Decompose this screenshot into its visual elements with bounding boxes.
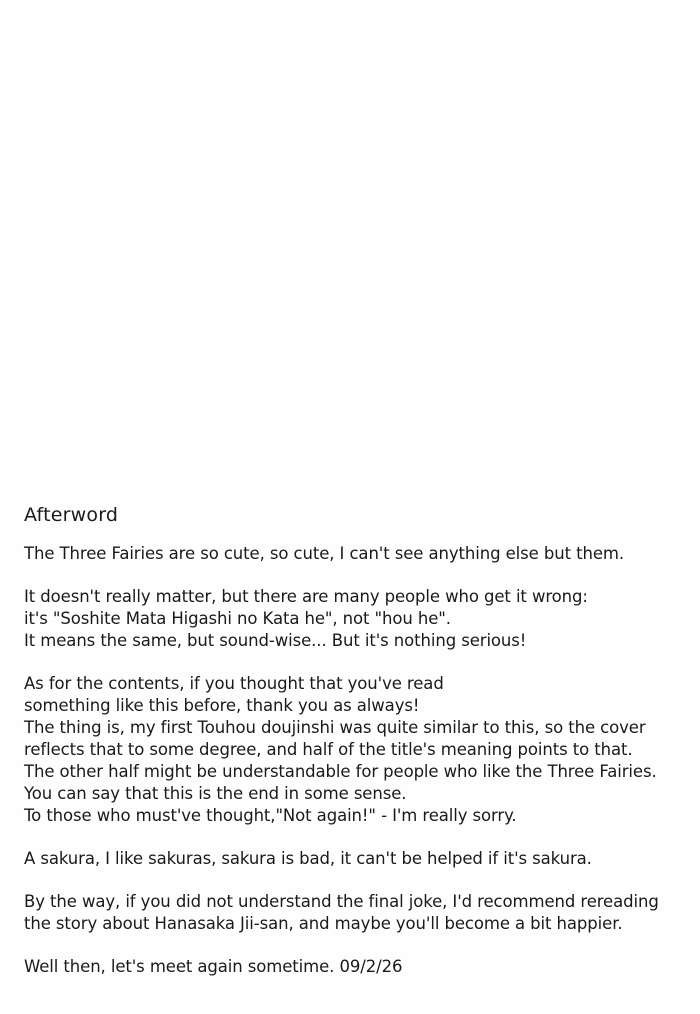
- paragraph-4: [24, 848, 684, 870]
- text-line: the story about Hanasaka Jii-san, and maybe you'll become a bit happier.: [24, 914, 623, 933]
- text-line: The other half might be understandable for people who like the Three Fairies.: [24, 762, 657, 781]
- text-line: As for the contents, if you thought that you've read: [24, 674, 444, 693]
- afterword-title: Afterword: [24, 504, 119, 526]
- text-line: A sakura, I like sakuras, sakura is bad, it can't be helped if it's sakura.: [24, 849, 592, 868]
- text-line: It means the same, but sound-wise... But it's nothing serious!: [24, 631, 527, 650]
- text-line: reflects that to some degree, and half of the title's meaning points to that.: [24, 740, 633, 759]
- text-line: something like this before, thank you as always!: [24, 696, 420, 715]
- paragraph-1: [24, 543, 684, 565]
- paragraph-6: [24, 956, 684, 978]
- text-line: To those who must've thought,"Not again!" - I'm really sorry.: [24, 806, 517, 825]
- paragraph-5: [24, 891, 684, 935]
- paragraph-3: [24, 673, 684, 827]
- text-line: Well then, let's meet again sometime. 09/2/26: [24, 957, 403, 976]
- text-line: The Three Fairies are so cute, so cute, I can't see anything else but them.: [24, 544, 624, 563]
- text-line: By the way, if you did not understand the final joke, I'd recommend rereading: [24, 892, 659, 911]
- text-line: You can say that this is the end in some sense.: [24, 784, 407, 803]
- text-line: The thing is, my first Touhou doujinshi was quite similar to this, so the cover: [24, 718, 646, 737]
- paragraph-2: [24, 586, 684, 652]
- text-line: It doesn't really matter, but there are many people who get it wrong:: [24, 587, 588, 606]
- afterword-section: [24, 503, 684, 999]
- text-line: it's "Soshite Mata Higashi no Kata he", not "hou he".: [24, 609, 451, 628]
